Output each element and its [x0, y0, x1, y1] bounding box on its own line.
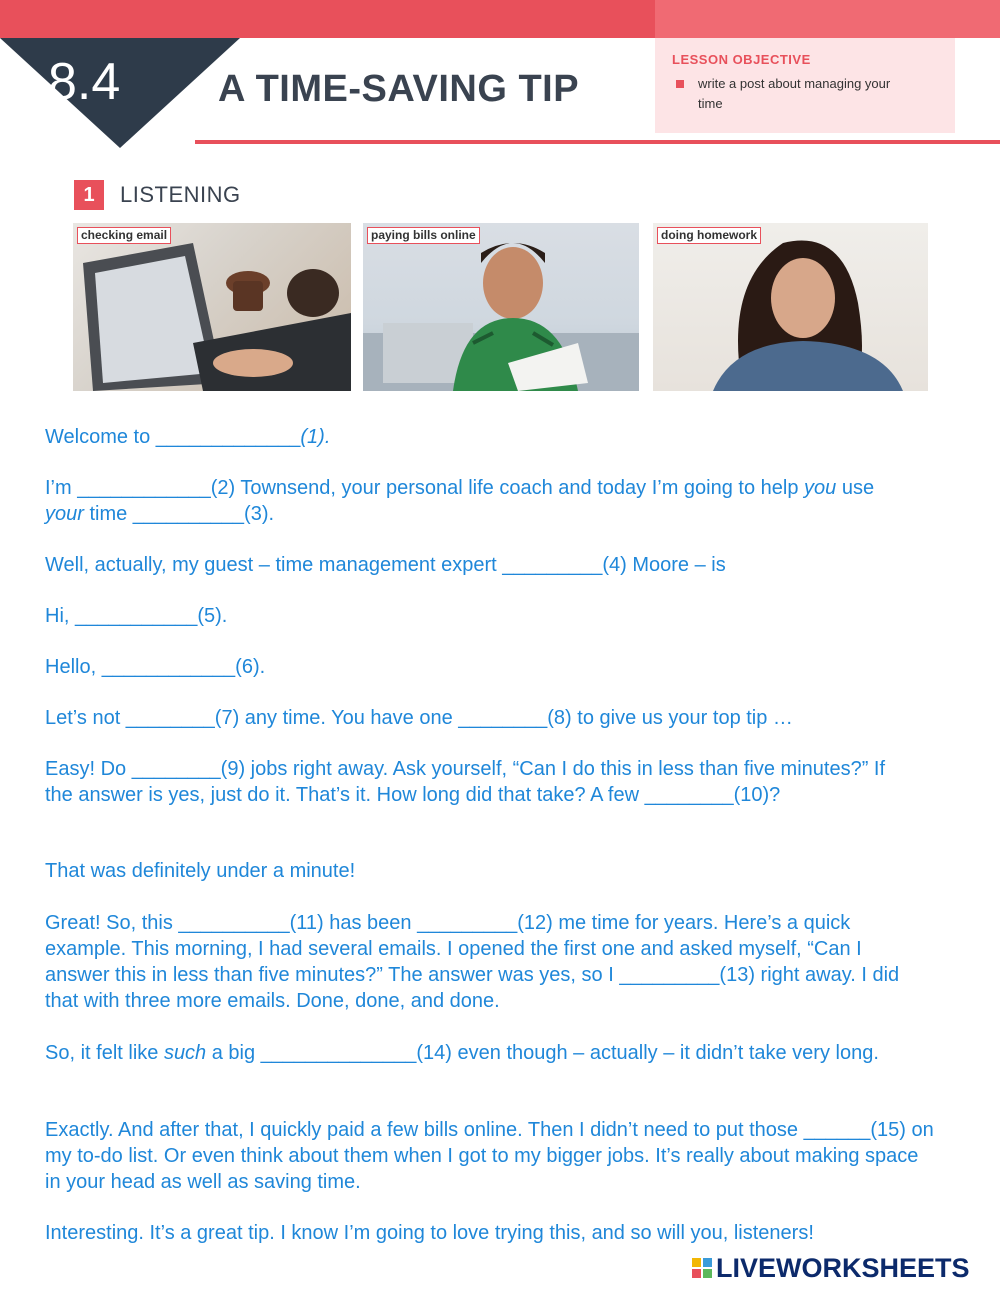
paragraph-5: Hello, ____________(6).: [45, 656, 266, 678]
paragraph-7: Easy! Do ________(9) jobs right away. Ask yourself, “Can I do this in less than five minutes?” If the answer is yes, just do it. That’s it. How long did that take? A few ________(10)?: [45, 758, 886, 806]
header-bar-accent: [655, 0, 1000, 38]
text-segment: a big ______________(14) even though – actually – it didn’t take very long.: [206, 1042, 879, 1064]
paragraph-2: [45, 475, 875, 527]
paragraph-10: [45, 1040, 955, 1066]
text-segment: Welcome to _____________: [45, 426, 301, 448]
text-segment-italic: such: [163, 1042, 207, 1064]
lesson-title: A TIME-SAVING TIP: [218, 68, 580, 110]
paragraph-12: Interesting. It’s a great tip. I know I’m going to love trying this, and so will you, listeners!: [45, 1222, 814, 1244]
paragraph-8: That was definitely under a minute!: [45, 860, 356, 882]
unit-number: 8.4: [48, 53, 121, 111]
man-illustration: [363, 223, 639, 391]
text-segment: I’m ____________(2) Townsend, your personal life coach and today I’m going to help: [45, 477, 805, 499]
paragraph-3: Well, actually, my guest – time management expert _________(4) Moore – is: [45, 554, 726, 576]
photo-checking-email: [73, 223, 351, 391]
lesson-objective-title: LESSON OBJECTIVE: [672, 52, 811, 67]
section-number: 1: [74, 180, 104, 210]
laptop-illustration: [73, 223, 351, 391]
text-segment: time __________(3).: [83, 503, 275, 525]
paragraph-4: Hi, ___________(5).: [45, 605, 228, 627]
paragraph-1: [45, 424, 955, 450]
liveworksheets-watermark: LIVEWORKSHEETS: [716, 1253, 970, 1283]
paragraph-9: Great! So, this __________(11) has been _________(12) me time for years. Here’s a quick example. This morning, I had several emails. I opened the first one and asked myself, “Can I answer this in less than five minutes?” The answer was yes, so I _________(13) right away. I did that with three more emails. Done, done, and done.: [45, 912, 900, 1012]
liveworksheets-logo-icon: [692, 1258, 712, 1278]
text-segment: use: [836, 477, 875, 499]
photo-label: paying bills online: [367, 227, 480, 244]
section-title: LISTENING: [120, 182, 241, 207]
header-divider: [195, 140, 1000, 144]
photo-label: checking email: [77, 227, 171, 244]
photo-doing-homework: [653, 223, 928, 391]
text-segment-italic: (1).: [300, 426, 331, 448]
bullet-icon: [676, 80, 684, 88]
text-segment-italic: your: [45, 503, 84, 525]
paragraph-6: Let’s not ________(7) any time. You have one ________(8) to give us your top tip …: [45, 707, 793, 729]
text-segment-italic: you: [804, 477, 837, 499]
photo-label: doing homework: [657, 227, 761, 244]
paragraph-11: Exactly. And after that, I quickly paid a few bills online. Then I didn’t need to put those ______(15) on my to-do list. Or even think about them when I got to my bigger jobs. It’s really about making space in your head as well as saving time.: [45, 1119, 934, 1193]
text-segment: So, it felt like: [45, 1042, 164, 1064]
woman-illustration: [653, 223, 928, 391]
photo-paying-bills: [363, 223, 639, 391]
lesson-objective-text: write a post about managing your time: [698, 76, 891, 111]
